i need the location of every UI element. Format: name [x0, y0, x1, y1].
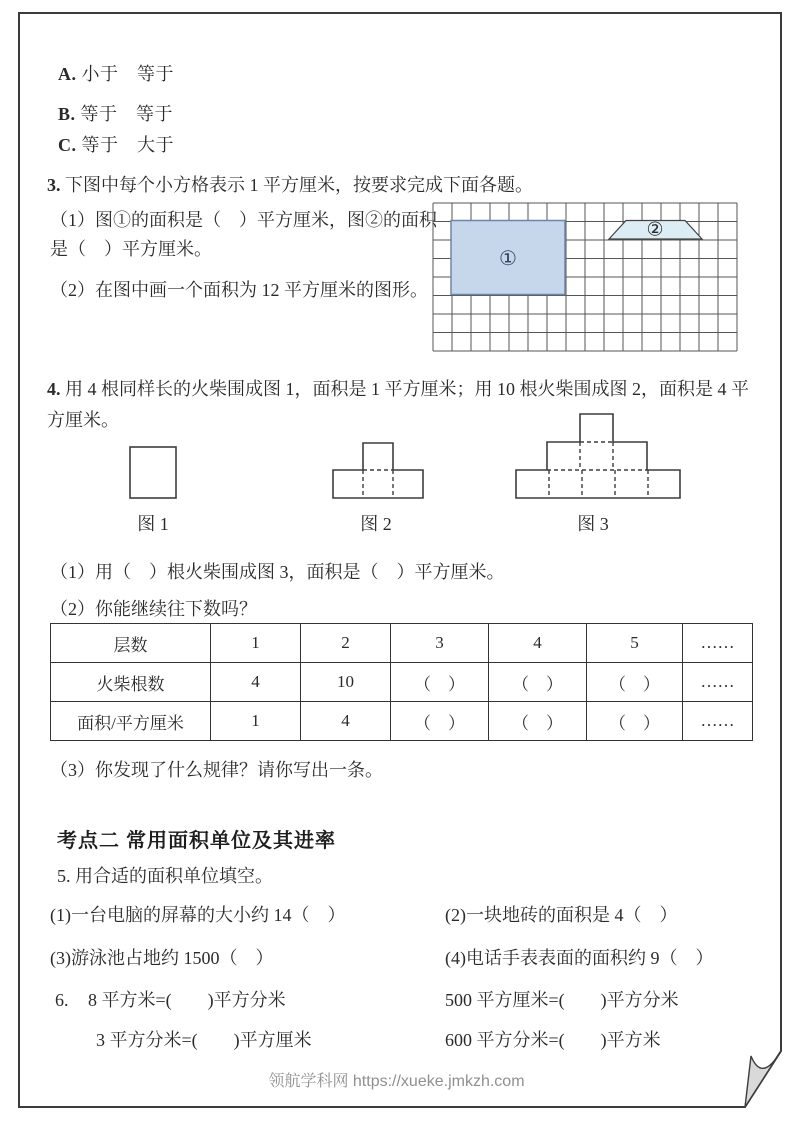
fig2-label: 图 2 — [360, 514, 392, 534]
option-a-label: A. — [58, 64, 77, 84]
footer-watermark: 领航学科网 https://xueke.jmkzh.com — [268, 1073, 525, 1090]
cell: （ ） — [489, 702, 587, 741]
table-row-matches — [51, 663, 753, 702]
q5-item4: (4)电话手表表面的面积约 9（ ） — [445, 948, 714, 968]
q5-item2: (2)一块地砖的面积是 4（ ） — [445, 905, 678, 925]
q5-stem — [57, 862, 757, 891]
q6-item2: 500 平方厘米=( )平方分米 — [445, 990, 679, 1010]
section2-heading: 考点二 常用面积单位及其进率 — [57, 830, 336, 852]
q5-item1: (1)一台电脑的屏幕的大小约 14（ ） — [50, 905, 346, 925]
q5-item3: (3)游泳池占地约 1500（ ） — [50, 948, 274, 968]
fig3-outline — [516, 414, 680, 498]
cell-header-area: 面积/平方厘米 — [51, 702, 211, 741]
q3-grid-figure — [432, 202, 738, 354]
cell: 4 — [301, 702, 391, 741]
shape-1-label: ① — [499, 248, 517, 270]
cell: …… — [683, 702, 753, 741]
q4-matchstick-figures — [120, 408, 692, 502]
cell: …… — [683, 663, 753, 702]
cell: （ ） — [391, 702, 489, 741]
option-a — [58, 60, 174, 86]
option-c — [58, 131, 174, 157]
fig1-square — [130, 447, 176, 498]
q5-number: 5. — [57, 866, 71, 886]
q4-number: 4. — [47, 379, 61, 399]
q4-sub3: （3）你发现了什么规律？请你写出一条。 — [50, 760, 383, 780]
q4-stem-text: 用 4 根同样长的火柴围成图 1，面积是 1 平方厘米；用 10 根火柴围成图 2，面积是 4 平方厘米。 — [47, 379, 749, 430]
q5-stem-text: 用合适的面积单位填空。 — [75, 866, 273, 886]
cell: 4 — [489, 624, 587, 663]
q3-number: 3. — [47, 175, 61, 195]
option-c-text: 等于 大于 — [81, 135, 174, 155]
fig3-label: 图 3 — [577, 514, 609, 534]
cell: （ ） — [489, 663, 587, 702]
shape-2-label: ② — [646, 219, 664, 241]
option-b-label: B. — [58, 104, 76, 124]
table-row-area — [51, 702, 753, 741]
q3-sub2: （2）在图中画一个面积为 12 平方厘米的图形。 — [50, 280, 428, 300]
option-b — [58, 100, 173, 126]
q3-stem-text: 下图中每个小方格表示 1 平方厘米，按要求完成下面各题。 — [65, 175, 533, 195]
q6-item1: 8 平方米=( )平方分米 — [88, 990, 286, 1010]
option-a-text: 小于 等于 — [81, 64, 174, 84]
q3-stem — [47, 171, 777, 200]
cell: （ ） — [391, 663, 489, 702]
q6-item3: 3 平方分米=( )平方厘米 — [96, 1030, 312, 1050]
table-row-layers — [51, 624, 753, 663]
cell: …… — [683, 624, 753, 663]
q4-sub1: （1）用（ ）根火柴围成图 3，面积是（ ）平方厘米。 — [50, 562, 505, 582]
cell: 3 — [391, 624, 489, 663]
q4-sub2: （2）你能继续往下数吗？ — [50, 599, 257, 619]
option-b-text: 等于 等于 — [80, 104, 174, 124]
fig1-label: 图 1 — [137, 514, 169, 534]
q3-sub1: （1）图①的面积是（ ）平方厘米，图②的面积是（ ）平方厘米。 — [50, 210, 437, 259]
option-c-label: C. — [58, 135, 77, 155]
cell: （ ） — [587, 663, 683, 702]
cell: （ ） — [587, 702, 683, 741]
cell: 4 — [211, 663, 301, 702]
cell: 2 — [301, 624, 391, 663]
q6-item4: 600 平方分米=( )平方米 — [445, 1030, 661, 1050]
fig2-inner-dashed-lines — [363, 470, 393, 498]
cell: 1 — [211, 702, 301, 741]
q4-table — [50, 623, 753, 741]
fig3-inner-dashed-lines — [547, 442, 648, 498]
cell-header-matches: 火柴根数 — [51, 663, 211, 702]
cell-header-layers: 层数 — [51, 624, 211, 663]
cell: 5 — [587, 624, 683, 663]
cell: 10 — [301, 663, 391, 702]
cell: 1 — [211, 624, 301, 663]
q6-number: 6. — [55, 990, 69, 1010]
